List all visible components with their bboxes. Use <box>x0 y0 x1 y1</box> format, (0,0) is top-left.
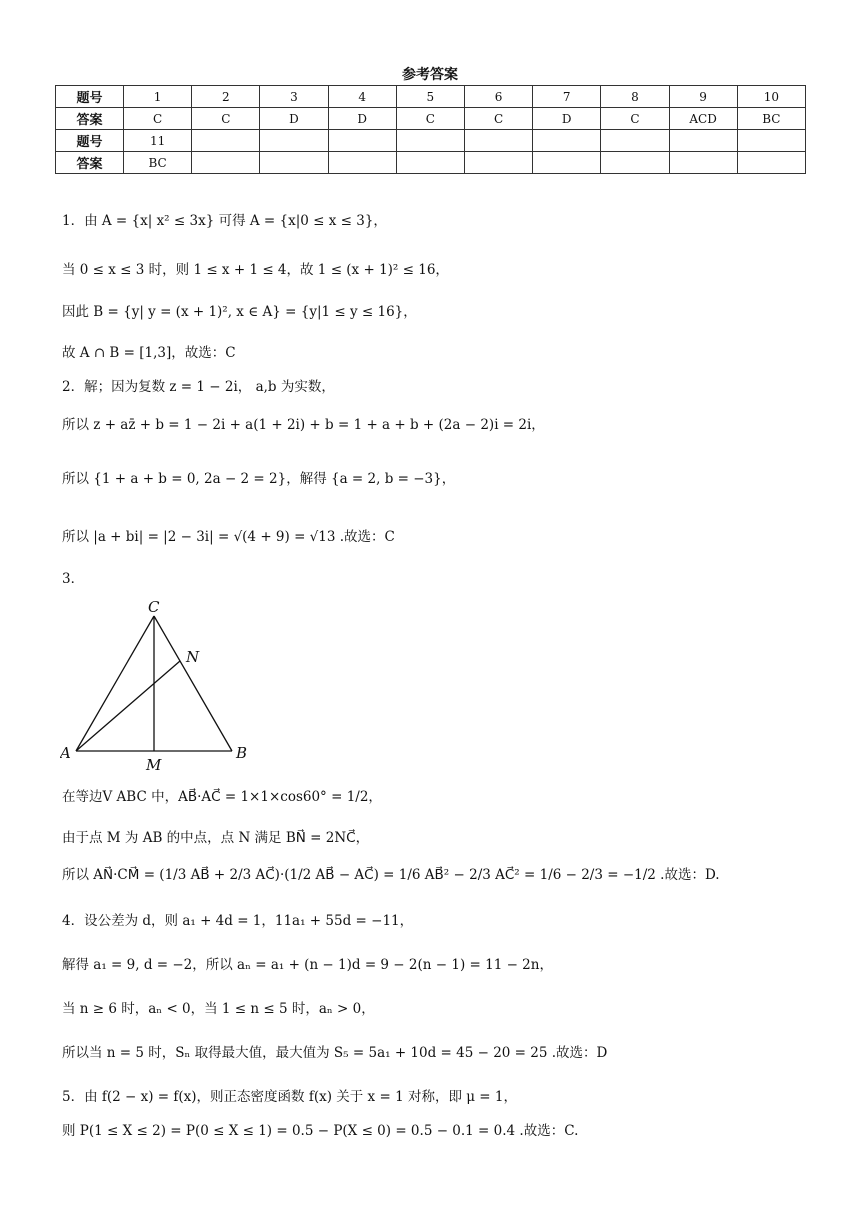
table-cell: D <box>328 108 396 130</box>
table-cell: 8 <box>601 86 669 108</box>
solution-line: 故 A ∩ B = [1,3]，故选：C <box>62 345 236 361</box>
solution-line: 所以当 n = 5 时，Sₙ 取得最大值，最大值为 S₅ = 5a₁ + 10d = 45 − 20 = 25 .故选：D <box>62 1045 608 1061</box>
edge-ca <box>76 616 154 751</box>
table-cell <box>533 130 601 152</box>
solution-line: 5．由 f(2 − x) = f(x)，则正态密度函数 f(x) 关于 x = 1 对称，即 μ = 1， <box>62 1089 517 1105</box>
label-b: B <box>236 744 248 762</box>
table-cell: C <box>124 108 192 130</box>
table-cell <box>260 130 328 152</box>
answer-title: 参考答案 <box>402 67 458 83</box>
table-cell <box>601 130 669 152</box>
table-cell: 7 <box>533 86 601 108</box>
edge-cb <box>154 616 232 751</box>
table-cell <box>669 152 737 174</box>
table-cell <box>328 130 396 152</box>
table-cell: C <box>192 108 260 130</box>
solution-line: 所以 z + az̄ + b = 1 − 2i + a(1 + 2i) + b = 1 + a + b + (2a − 2)i = 2i， <box>62 417 545 433</box>
solution-line: 3． <box>62 571 85 587</box>
row-label: 答案 <box>56 152 124 174</box>
solution-line: 因此 B = {y| y = (x + 1)², x ∈ A} = {y|1 ≤ y ≤ 16}， <box>62 304 417 320</box>
table-cell: BC <box>737 108 805 130</box>
table-row <box>56 108 806 130</box>
table-cell: C <box>396 108 464 130</box>
solution-line: 4．设公差为 d，则 a₁ + 4d = 1，11a₁ + 55d = −11， <box>62 913 414 929</box>
answer-table <box>55 85 806 174</box>
table-cell <box>737 130 805 152</box>
solution-line: 2．解；因为复数 z = 1 − 2i， a,b 为实数， <box>62 379 335 395</box>
table-cell <box>328 152 396 174</box>
table-cell: 10 <box>737 86 805 108</box>
solution-line: 由于点 M 为 AB 的中点，点 N 满足 BN⃗ = 2NC⃗， <box>62 830 370 846</box>
table-row <box>56 130 806 152</box>
table-cell <box>601 152 669 174</box>
segment-an <box>76 661 180 751</box>
label-n: N <box>186 648 200 666</box>
solution-line: 在等边V ABC 中，AB⃗·AC⃗ = 1×1×cos60° = 1/2， <box>62 789 382 805</box>
table-cell <box>192 152 260 174</box>
table-cell: 2 <box>192 86 260 108</box>
table-cell: 9 <box>669 86 737 108</box>
solution-line: 则 P(1 ≤ X ≤ 2) = P(0 ≤ X ≤ 1) = 0.5 − P(X ≤ 0) = 0.5 − 0.1 = 0.4 .故选：C. <box>62 1123 579 1139</box>
table-cell: 6 <box>464 86 532 108</box>
table-cell: BC <box>124 152 192 174</box>
label-a: A <box>60 744 71 762</box>
table-cell <box>192 130 260 152</box>
solution-line: 当 n ≥ 6 时，aₙ < 0，当 1 ≤ n ≤ 5 时，aₙ > 0， <box>62 1001 375 1017</box>
table-cell <box>396 130 464 152</box>
table-cell <box>533 152 601 174</box>
table-cell <box>464 152 532 174</box>
solution-line: 当 0 ≤ x ≤ 3 时，则 1 ≤ x + 1 ≤ 4，故 1 ≤ (x + 1)² ≤ 16， <box>62 262 449 278</box>
table-cell <box>737 152 805 174</box>
solution-line: 所以 {1 + a + b = 0, 2a − 2 = 2}，解得 {a = 2, b = −3}， <box>62 471 456 487</box>
table-cell <box>464 130 532 152</box>
table-cell: C <box>464 108 532 130</box>
solution-line: 所以 |a + bi| = |2 − 3i| = √(4 + 9) = √13 .故选：C <box>62 529 395 545</box>
table-cell <box>260 152 328 174</box>
table-row <box>56 152 806 174</box>
table-cell: D <box>533 108 601 130</box>
row-label: 题号 <box>56 86 124 108</box>
label-m: M <box>146 756 162 774</box>
table-cell: 3 <box>260 86 328 108</box>
table-cell: D <box>260 108 328 130</box>
row-label: 答案 <box>56 108 124 130</box>
table-cell: ACD <box>669 108 737 130</box>
table-cell: 4 <box>328 86 396 108</box>
table-row <box>56 86 806 108</box>
solution-line: 1．由 A = {x| x² ≤ 3x} 可得 A = {x|0 ≤ x ≤ 3}， <box>62 213 387 229</box>
table-cell: 5 <box>396 86 464 108</box>
solution-line: 解得 a₁ = 9, d = −2，所以 aₙ = a₁ + (n − 1)d = 9 − 2(n − 1) = 11 − 2n， <box>62 957 553 973</box>
solution-line: 所以 AN⃗·CM⃗ = (1/3 AB⃗ + 2/3 AC⃗)·(1/2 AB⃗ − AC⃗) = 1/6 AB⃗² − 2/3 AC⃗² = 1/6 − 2/3 = −1/2 .故选：D. <box>62 867 720 883</box>
triangle-figure <box>60 598 270 776</box>
table-cell: 1 <box>124 86 192 108</box>
table-cell <box>669 130 737 152</box>
label-c: C <box>148 598 160 616</box>
table-cell <box>396 152 464 174</box>
table-cell: 11 <box>124 130 192 152</box>
row-label: 题号 <box>56 130 124 152</box>
table-cell: C <box>601 108 669 130</box>
